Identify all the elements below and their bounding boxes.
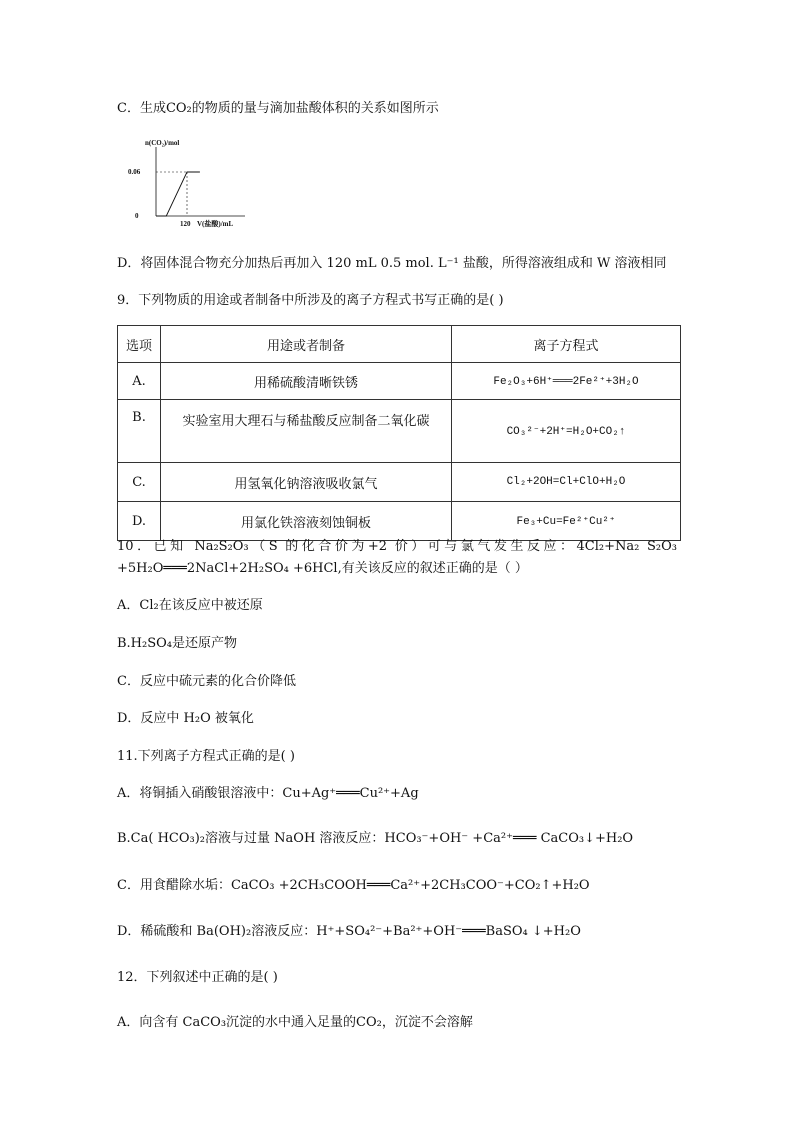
q8-option-d: D．将固体混合物充分加热后再加入 120 mL 0.5 mol. L⁻¹ 盐酸，所得溶液组成和 W 溶液相同 <box>117 256 667 271</box>
q10-option-b: B.H₂SO₄是还原产物 <box>117 636 238 651</box>
table-row <box>118 463 681 502</box>
row-option: B. <box>118 400 161 463</box>
row-option: C. <box>118 463 161 502</box>
row-use: 用氯化铁溶液刻蚀铜板 <box>161 502 452 541</box>
chart-series-line <box>156 172 200 216</box>
q11-option-c: C．用食醋除水垢：CaCO₃ +2CH₃COOH═══Ca²⁺+2CH₃COO⁻+CO₂↑+H₂O <box>117 878 590 893</box>
row-ion: Fe₃+Cu=Fe²⁺Cu²⁺ <box>452 502 681 541</box>
chart-ylabel: n(CO₂)/mol <box>145 139 180 147</box>
q10-stem-line2: +5H₂O═══2NaCl+2H₂SO₄ +6HCl,有关该反应的叙述正确的是（ ） <box>117 561 528 576</box>
table-row <box>118 400 681 463</box>
q11-option-b: B.Ca( HCO₃)₂溶液与过量 NaOH 溶液反应：HCO₃⁻+OH⁻ +Ca²⁺═══ CaCO₃↓+H₂O <box>117 831 634 846</box>
co2-hcl-chart <box>130 135 290 235</box>
row-use: 实验室用大理石与稀盐酸反应制备二氧化碳 <box>161 400 452 463</box>
chart-x-tick: 120 <box>180 220 191 228</box>
q11-stem: 11.下列离子方程式正确的是( ) <box>117 749 295 764</box>
q10-option-c: C．反应中硫元素的化合价降低 <box>117 674 296 689</box>
row-ion: Cl₂+2OH=Cl+ClO+H₂O <box>452 463 681 502</box>
table-row <box>118 363 681 400</box>
row-ion: Fe₂O₃+6H⁺═══2Fe²⁺+3H₂O <box>452 363 681 400</box>
table-row <box>118 502 681 541</box>
q12-option-a: A．向含有 CaCO₃沉淀的水中通入足量的CO₂，沉淀不会溶解 <box>117 1015 473 1030</box>
q10-stem-line1: 10．已知 Na₂S₂O₃（S 的化合价为+2 价）可与氯气发生反应：4Cl₂+Na₂ S₂O₃ <box>117 539 677 554</box>
chart-xlabel: V(盐酸)/mL <box>197 220 234 228</box>
q10-option-a: A．Cl₂在该反应中被还原 <box>117 598 263 613</box>
q9-stem: 9．下列物质的用途或者制备中所涉及的离子方程式书写正确的是( ) <box>117 293 504 308</box>
q9-table <box>117 325 681 541</box>
header-option: 选项 <box>118 326 161 363</box>
row-use: 用氢氧化钠溶液吸收氯气 <box>161 463 452 502</box>
header-ion: 离子方程式 <box>452 326 681 363</box>
q8-option-c: C．生成CO₂的物质的量与滴加盐酸体积的关系如图所示 <box>117 101 439 116</box>
chart-origin-label: 0 <box>135 212 139 220</box>
chart-y-tick: 0.06 <box>128 168 141 176</box>
header-use: 用途或者制备 <box>161 326 452 363</box>
q11-option-d: D．稀硫酸和 Ba(OH)₂溶液反应：H⁺+SO₄²⁻+Ba²⁺+OH⁻═══BaSO₄ ↓+H₂O <box>117 924 581 939</box>
row-option: A. <box>118 363 161 400</box>
q12-stem: 12．下列叙述中正确的是( ) <box>117 970 278 985</box>
row-option: D. <box>118 502 161 541</box>
row-use: 用稀硫酸清晰铁锈 <box>161 363 452 400</box>
table-header-row <box>118 326 681 363</box>
row-ion: CO₃²⁻+2H⁺=H₂O+CO₂↑ <box>452 400 681 463</box>
q11-option-a: A．将铜插入硝酸银溶液中：Cu+Ag⁺═══Cu²⁺+Ag <box>117 786 419 801</box>
q10-option-d: D．反应中 H₂O 被氧化 <box>117 711 254 726</box>
